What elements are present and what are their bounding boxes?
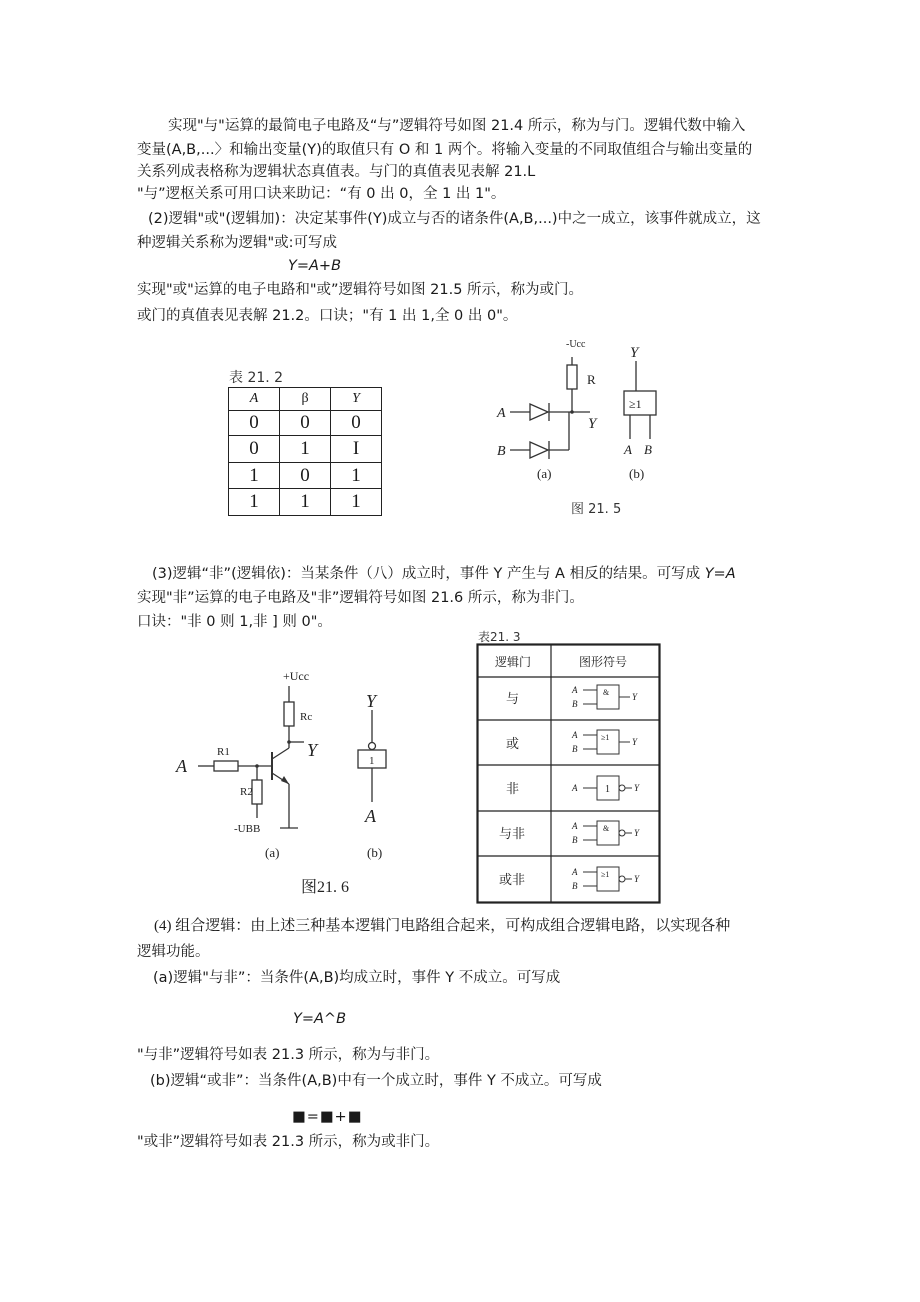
table-header: β xyxy=(280,388,331,411)
table-cell: 1 xyxy=(229,489,280,516)
junction-dot xyxy=(570,410,574,414)
rc-label: Rc xyxy=(300,711,313,723)
in-a: A xyxy=(572,821,578,831)
gate-name: 与非 xyxy=(499,826,526,841)
table-border xyxy=(478,645,660,903)
table-header: 图形符号 xyxy=(579,655,628,669)
table-cell: 0 xyxy=(280,411,331,436)
p4-line1: (4) 组合逻辑：由上述三种基本逻辑门电路组合起来，可构成组合逻辑电路，以实现各种 xyxy=(154,918,731,934)
p4-formula2: ■=■+■ xyxy=(292,1109,363,1125)
in-b: B xyxy=(572,744,578,754)
table-cell: 1 xyxy=(331,489,382,516)
p4-formula: Y=A^B xyxy=(293,1011,347,1027)
gate-symbol-label: ≥1 xyxy=(629,397,642,411)
gate-name: 或非 xyxy=(499,872,526,887)
diode-a-icon xyxy=(530,404,548,420)
table-cell: 0 xyxy=(331,411,382,436)
gate-y-label: Y xyxy=(630,345,639,361)
gate-a-label: A xyxy=(365,806,376,826)
p4-line3: (a)逻辑"与非”：当条件(A,B)均成立时，事件 Y 不成立。可写成 xyxy=(153,970,561,986)
table-21-2-caption: 表 21. 2 xyxy=(229,370,284,386)
sub-b-label: (b) xyxy=(629,466,645,481)
gate-symbol: 1 xyxy=(605,784,610,795)
table-header: 逻辑门 xyxy=(495,655,532,669)
p4-line6: "或非”逻辑符号如表 21.3 所示，称为或非门。 xyxy=(137,1134,440,1150)
in-a: A xyxy=(572,783,578,793)
p3-text: (3)逻辑“非”(逻辑依)：当某条件（八）成立时，事件 Y 产生与 A 相反的结果。可写成 xyxy=(152,566,705,582)
in-b: B xyxy=(572,881,578,891)
gate-name: 与 xyxy=(506,691,520,706)
p1-line2: 变量(A,B,...〉和输出变量(Y)的取值只有 O 和 1 两个。将输入变量的不同取值组合与输出变量的 xyxy=(137,142,753,158)
in-b: B xyxy=(572,835,578,845)
table-cell: 1 xyxy=(280,436,331,463)
table-cell: 1 xyxy=(229,463,280,489)
table-row xyxy=(229,436,382,463)
table-cell: 1 xyxy=(331,463,382,489)
ucc-label: +Ucc xyxy=(283,669,310,683)
p2-line1: (2)逻辑"或"(逻辑加)：决定某事件(Y)成立与否的诸条件(A,B,...)中之一成立，该事件就成立，这 xyxy=(148,211,761,227)
r2-label: R2 xyxy=(240,786,253,798)
gate-symbol: & xyxy=(603,688,610,697)
gate-symbol: & xyxy=(603,824,610,833)
table-21-3 xyxy=(476,643,662,905)
sub-a-label: (a) xyxy=(537,466,552,481)
table-cell: 0 xyxy=(229,436,280,463)
gate-symbol-label: 1 xyxy=(369,755,375,767)
input-a-label: A xyxy=(176,756,187,776)
p1-line3: 关系列成表格称为逻辑状态真值表。与门的真值表见表解 21.L xyxy=(137,164,536,180)
input-a-label: A xyxy=(497,406,506,421)
in-a: A xyxy=(572,867,578,877)
out-y: Y xyxy=(634,874,640,884)
truth-table-21-2 xyxy=(228,387,382,516)
gate-b-label: B xyxy=(644,442,652,457)
inverter-bubble xyxy=(369,743,376,750)
p2-line2: 种逻辑关系称为逻辑"或:可写成 xyxy=(137,235,338,251)
gate-name: 非 xyxy=(506,781,520,796)
p2-formula: Y=A+B xyxy=(288,258,342,274)
out-y: Y xyxy=(634,828,640,838)
p4-line2: 逻辑功能。 xyxy=(137,944,210,960)
table-header: A xyxy=(229,388,280,411)
p2-line4: 或门的真值表见表解 21.2。口诀；"有 1 出 1,全 0 出 0"。 xyxy=(137,308,518,324)
sub-a-label: (a) xyxy=(265,845,280,860)
table-row xyxy=(229,489,382,516)
p2-line3: 实现"或"运算的电子电路和"或”逻辑符号如图 21.5 所示，称为或门。 xyxy=(137,282,584,298)
junction-dot xyxy=(287,740,291,744)
p3-line3: 口诀："非 0 则 1,非 ] 则 0"。 xyxy=(137,614,332,630)
transistor-collector xyxy=(272,748,289,759)
ucc-label: -Ucc xyxy=(566,339,586,350)
gate-y-label: Y xyxy=(366,691,377,711)
table-cell: 1 xyxy=(280,489,331,516)
gate-a-label: A xyxy=(624,442,632,457)
in-b: B xyxy=(572,699,578,709)
out-y: Y xyxy=(632,737,638,747)
p4-line4: "与非”逻辑符号如表 21.3 所示，称为与非门。 xyxy=(137,1047,440,1063)
p3-formula: Y=A xyxy=(704,566,736,582)
table-cell: 0 xyxy=(280,463,331,489)
figure-21-5-caption: 图 21. 5 xyxy=(571,502,622,517)
table-header: Y xyxy=(331,388,382,411)
output-y-label: Y xyxy=(588,416,597,432)
resistor-rc xyxy=(284,702,294,726)
junction-dot xyxy=(255,764,259,768)
sub-b-label: (b) xyxy=(367,845,383,860)
gate-name: 或 xyxy=(506,736,520,751)
p4-line5: (b)逻辑“或非”：当条件(A,B)中有一个成立时，事件 Y 不成立。可写成 xyxy=(150,1073,602,1089)
emitter-arrow-icon xyxy=(281,776,289,784)
p3-line2: 实现"非”运算的电子电路及"非”逻辑符号如图 21.6 所示，称为非门。 xyxy=(137,590,584,606)
table-row xyxy=(229,463,382,489)
r-label: R xyxy=(587,372,596,387)
output-y-label: Y xyxy=(307,740,318,760)
figure-21-5 xyxy=(490,333,690,493)
table-cell: I xyxy=(331,436,382,463)
p1-line1: 实现"与"运算的最简电子电路及“与”逻辑符号如图 21.4 所示，称为与门。逻辑代数中输入 xyxy=(168,118,746,134)
in-a: A xyxy=(572,730,578,740)
out-y: Y xyxy=(634,783,640,793)
p1-line4: "与”逻枢关系可用口诀来助记：“有 0 出 0，全 1 出 1"。 xyxy=(137,186,506,202)
r1-label: R1 xyxy=(217,746,230,758)
gate-symbol: ≥1 xyxy=(601,733,610,742)
out-y: Y xyxy=(632,692,638,702)
resistor-r1 xyxy=(214,761,238,771)
resistor-r xyxy=(567,365,577,389)
figure-21-6 xyxy=(170,662,400,897)
input-b-label: B xyxy=(497,444,506,459)
table-row xyxy=(229,411,382,436)
figure-21-6-caption: 图21. 6 xyxy=(301,879,350,896)
in-a: A xyxy=(572,685,578,695)
p3-line1 xyxy=(152,564,736,584)
table-cell: 0 xyxy=(229,411,280,436)
diode-b-icon xyxy=(530,442,548,458)
gate-symbol: ≥1 xyxy=(601,870,610,879)
ubb-label: -UBB xyxy=(234,823,261,835)
table-21-3-caption: 表21. 3 xyxy=(478,630,521,644)
resistor-r2 xyxy=(252,780,262,804)
